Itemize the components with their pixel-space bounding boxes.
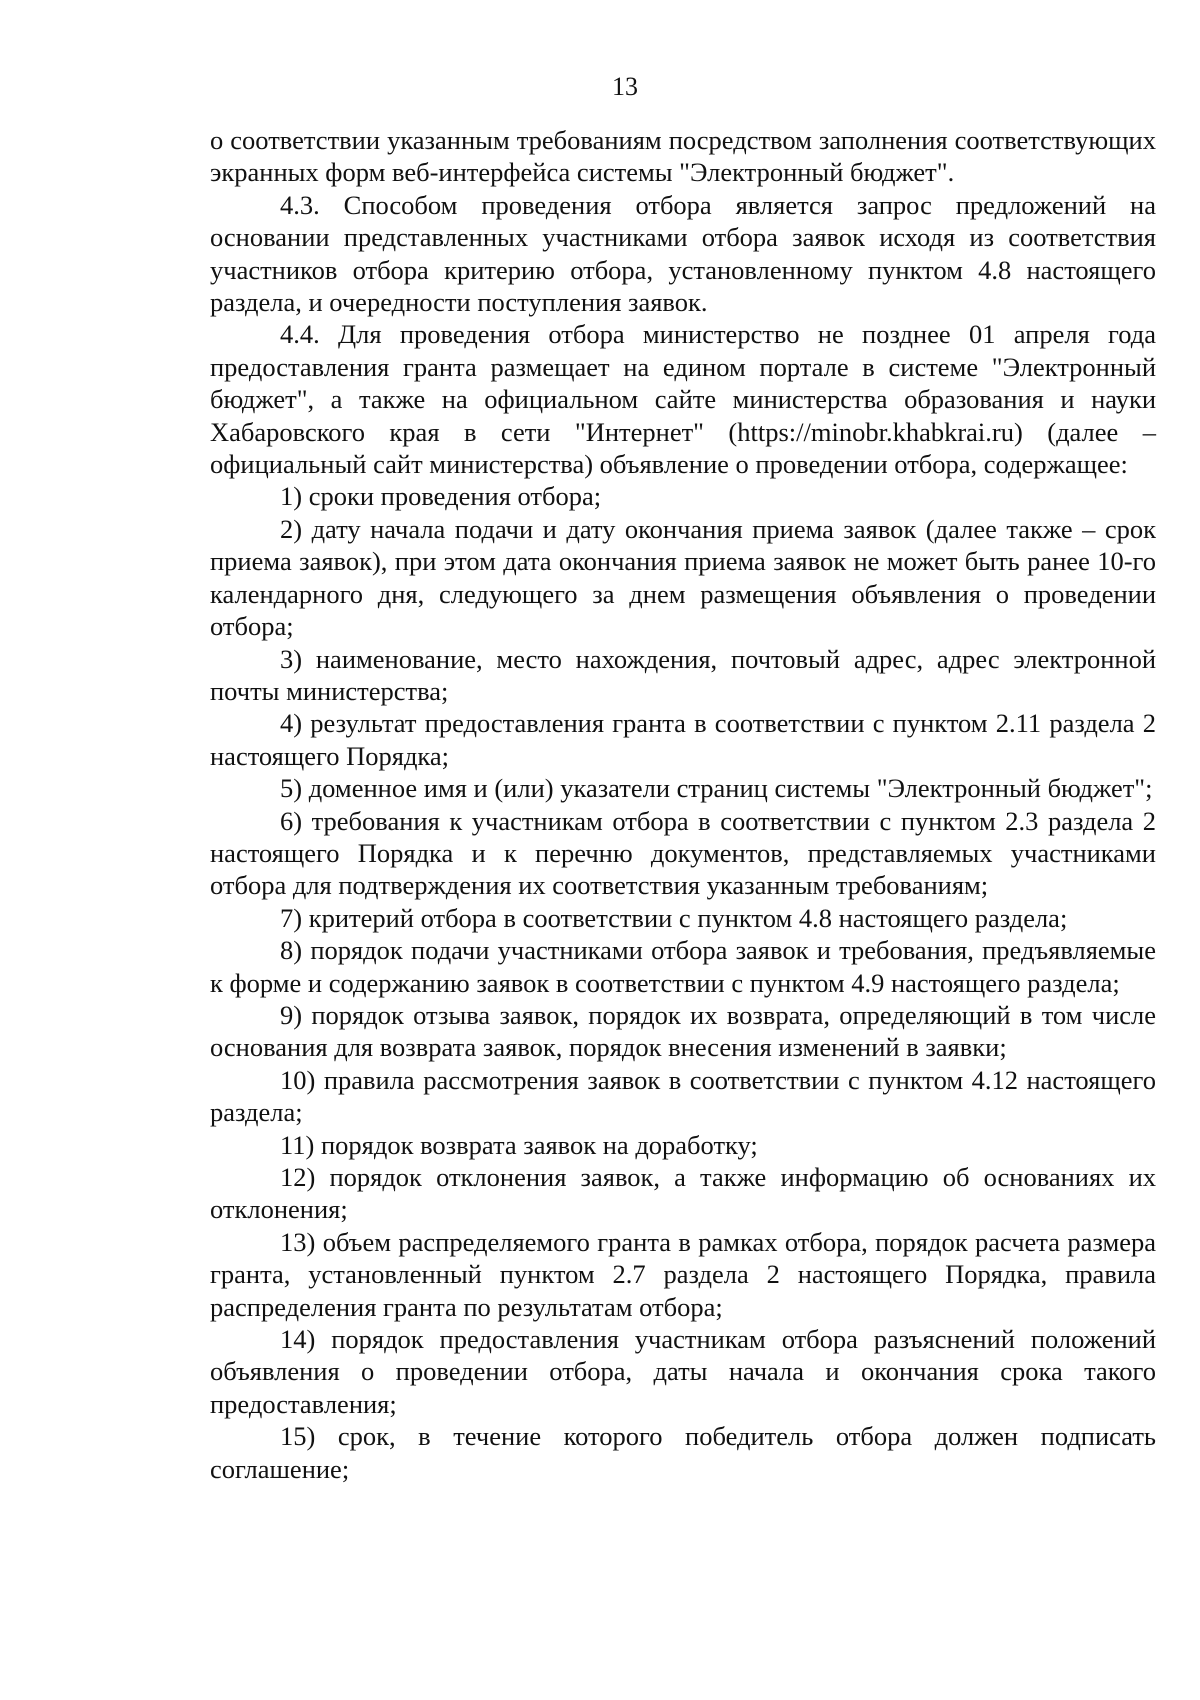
list-item-7: 7) критерий отбора в соответствии с пунктом 4.8 настоящего раздела; [280, 902, 1068, 933]
list-item-1: 1) сроки проведения отбора; [280, 481, 602, 512]
list-item-2: 2) дату начала подачи и дату окончания приема заявок (далее также – срок приема заявок), при этом дата окончания приема заявок не может быть ранее 10-го календарного дня, следующего за днем размещения объявления о проведении отбора; [210, 513, 1156, 642]
list-item-14: 14) порядок предоставления участникам отбора разъяснений положений объявления о проведении отбора, даты начала и окончания срока такого предоставления; [210, 1324, 1156, 1419]
page-number: 13 [612, 72, 638, 101]
list-item-10: 10) правила рассмотрения заявок в соответствии с пунктом 4.12 настоящего раздела; [210, 1064, 1156, 1128]
list-item-3: 3) наименование, место нахождения, почтовый адрес, адрес электронной почты министерства; [210, 643, 1156, 706]
list-item-15: 15) срок, в течение которого победитель отбора должен подписать соглашение; [210, 1421, 1156, 1484]
list-item-11: 11) порядок возврата заявок на доработку; [280, 1129, 758, 1160]
list-item-12: 12) порядок отклонения заявок, а также информацию об основаниях их отклонения; [210, 1162, 1156, 1225]
list-item-6: 6) требования к участникам отбора в соответствии с пунктом 2.3 раздела 2 настоящего Порядка и к перечню документов, представляемых участниками отбора для подтверждения их соответствия указанным требованиям; [210, 805, 1156, 901]
list-item-9: 9) порядок отзыва заявок, порядок их возврата, определяющий в том числе основания для возврата заявок, порядок внесения изменений в заявки; [210, 999, 1156, 1063]
list-item-5: 5) доменное имя и (или) указатели страниц системы "Электронный бюджет"; [280, 773, 1153, 804]
clause-4-4: 4.4. Для проведения отбора министерство не позднее 01 апреля года предоставления гранта размещает на едином портале в системе "Электронный бюджет", а также на официальном сайте министерства образования и науки Хабаровского края в сети "Интернет" (https://minobr.khabkrai.ru) (далее – официальный сайт министерства) объявление о проведении отбора, содержащее: [210, 319, 1156, 480]
clause-4-3: 4.3. Способом проведения отбора является запрос предложений на основании представленных участниками отбора заявок исходя из соответствия участников отбора критерию отбора, установленному пунктом 4.8 настоящего раздела, и очередности поступления заявок. [210, 189, 1156, 318]
list-item-8: 8) порядок подачи участниками отбора заявок и требования, предъявляемые к форме и содержанию заявок в соответствии с пунктом 4.9 настоящего раздела; [210, 935, 1156, 998]
list-item-13: 13) объем распределяемого гранта в рамках отбора, порядок расчета размера гранта, установленный пунктом 2.7 раздела 2 настоящего Порядка, правила распределения гранта по результатам отбора; [210, 1226, 1156, 1322]
document-body [210, 124, 1156, 1485]
list-item-4: 4) результат предоставления гранта в соответствии с пунктом 2.11 раздела 2 настоящего Порядка; [210, 708, 1156, 771]
paragraph-continuation: о соответствии указанным требованиям посредством заполнения соответствующих экранных форм веб-интерфейса системы "Электронный бюджет". [210, 125, 1156, 188]
